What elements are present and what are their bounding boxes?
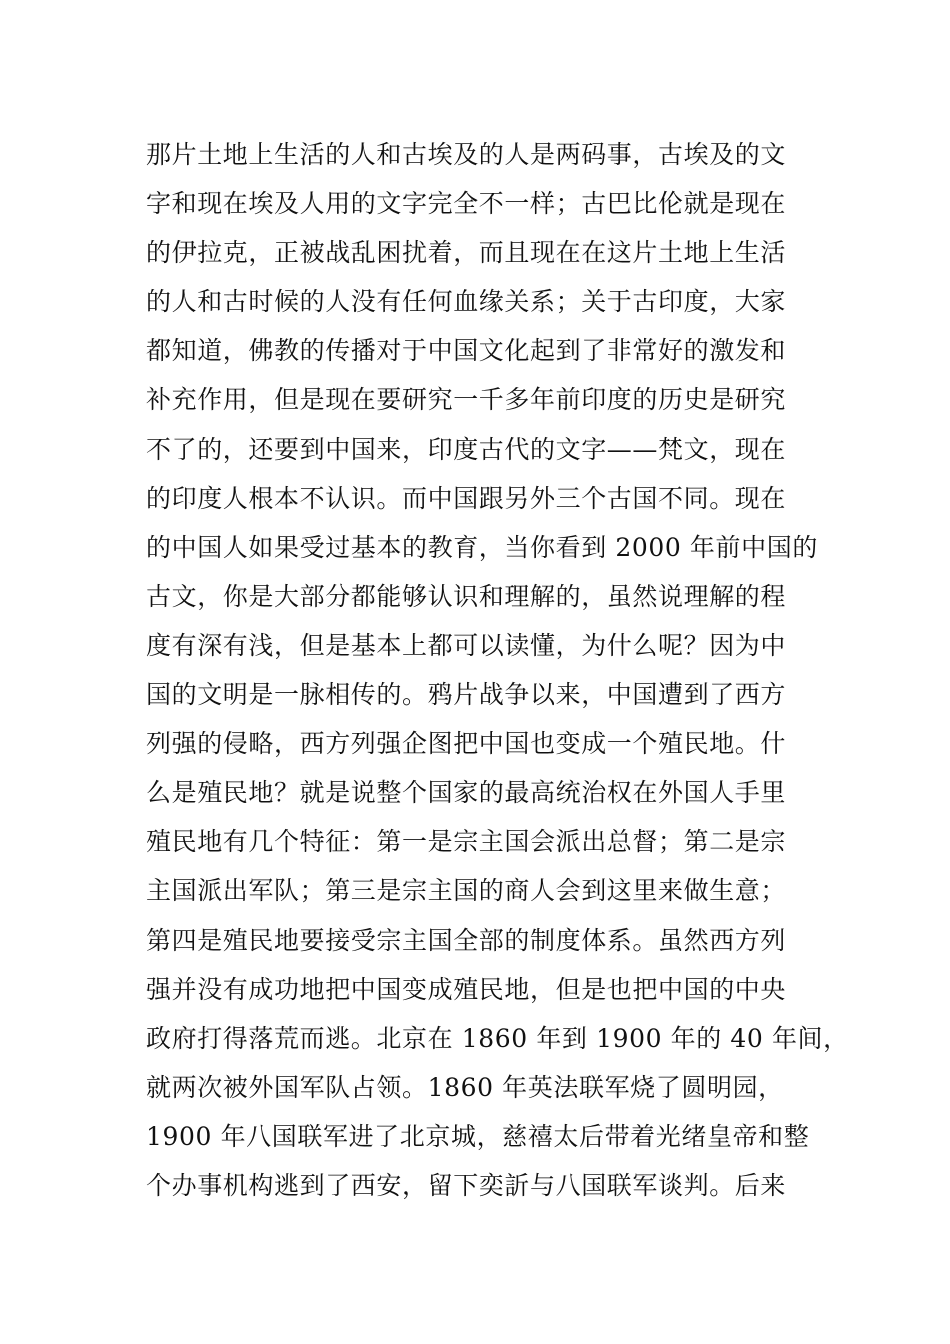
text-line: 的印度人根本不认识。而中国跟另外三个古国不同。现在 (146, 483, 787, 513)
text-line: 度有深有浅，但是基本上都可以读懂，为什么呢？因为中 (146, 630, 787, 660)
text-line: 的中国人如果受过基本的教育，当你看到 2000 年前中国的 (146, 532, 818, 562)
text-line: 政府打得落荒而逃。北京在 1860 年到 1900 年的 40 年间， (146, 1023, 849, 1053)
text-line: 国的文明是一脉相传的。鸦片战争以来，中国遭到了西方 (146, 680, 787, 710)
text-line: 个办事机构逃到了西安，留下奕訢与八国联军谈判。后来 (146, 1170, 787, 1200)
text-line: 的伊拉克，正被战乱困扰着，而且现在在这片土地上生活 (146, 238, 787, 268)
text-line: 就两次被外国军队占领。1860 年英法联军烧了圆明园， (146, 1072, 784, 1102)
text-line: 殖民地有几个特征：第一是宗主国会派出总督；第二是宗 (146, 827, 787, 857)
text-line: 古文，你是大部分都能够认识和理解的，虽然说理解的程 (146, 581, 787, 611)
text-line: 都知道，佛教的传播对于中国文化起到了非常好的激发和 (146, 336, 787, 366)
text-line: 的人和古时候的人没有任何血缘关系；关于古印度，大家 (146, 287, 787, 317)
text-line: 1900 年八国联军进了北京城，慈禧太后带着光绪皇帝和整 (146, 1121, 810, 1151)
text-line: 第四是殖民地要接受宗主国全部的制度体系。虽然西方列 (146, 925, 787, 955)
text-line: 字和现在埃及人用的文字完全不一样；古巴比伦就是现在 (146, 189, 787, 219)
body-text (146, 130, 849, 1210)
text-line: 那片土地上生活的人和古埃及的人是两码事，古埃及的文 (146, 140, 787, 169)
text-line: 列强的侵略，西方列强企图把中国也变成一个殖民地。什 (146, 729, 787, 759)
text-line: 主国派出军队；第三是宗主国的商人会到这里来做生意； (146, 876, 787, 906)
text-line: 补充作用，但是现在要研究一千多年前印度的历史是研究 (146, 385, 787, 415)
text-line: 不了的，还要到中国来，印度古代的文字——梵文，现在 (146, 434, 787, 464)
text-line: 强并没有成功地把中国变成殖民地，但是也把中国的中央 (146, 974, 787, 1004)
text-line: 么是殖民地？就是说整个国家的最高统治权在外国人手里 (146, 778, 787, 808)
